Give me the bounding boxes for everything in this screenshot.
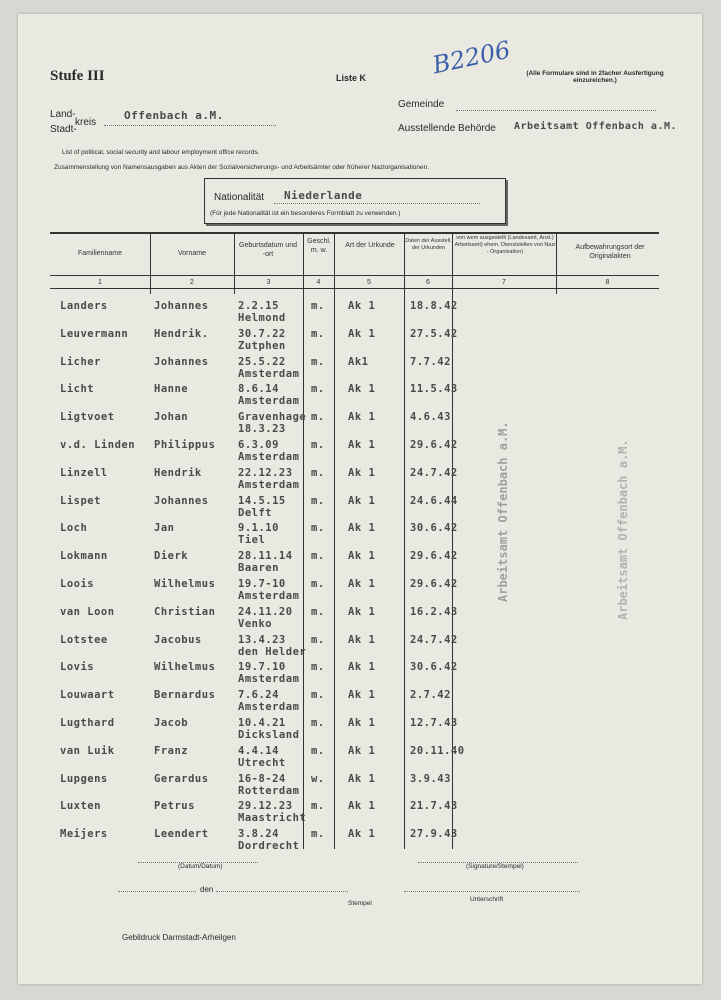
row-issue-date: 20.11.40 [410,744,465,757]
row-first-name: Wilhelmus [154,661,216,674]
row-birth-date: 25.5.22 [238,355,286,368]
row-document-type: Ak 1 [348,800,376,813]
row-issue-date: 21.7.43 [410,800,458,813]
document-page [18,14,702,984]
row-sex: m. [311,605,325,618]
signature-label: (Signature/Stempel) [466,863,524,870]
col-divider-5 [404,233,405,849]
row-birth-place: Amsterdam [238,673,300,686]
row-first-name: Johannes [154,355,209,368]
row-issue-date: 2.7.42 [410,689,451,702]
row-birth-place: 18.3.23 [238,423,286,436]
row-family-name: Lokmann [60,550,108,563]
row-birth-date: 16-8-24 [238,772,286,785]
kreis-label: kreis [75,117,97,128]
table-top-rule [50,232,659,234]
row-birth-place: Dordrecht [238,840,300,853]
col-header-art: Art der Urkunde [345,242,395,249]
row-sex: m. [311,578,325,590]
row-sex: m. [311,550,325,563]
row-birth-place: Amsterdam [238,701,300,714]
row-birth-place: Amsterdam [238,590,300,602]
row-sex: m. [311,744,325,757]
gemeinde-label: Gemeinde [398,99,445,110]
row-sex: m. [311,800,325,813]
row-first-name: Leendert [154,828,209,841]
row-birth-place: Amsterdam [238,451,300,463]
row-birth-date: 7.6.24 [238,689,279,702]
row-issue-date: 12.7.43 [410,717,458,729]
row-birth-place: Dicksland [238,729,300,741]
row-family-name: van Luik [60,744,115,757]
row-sex: m. [311,661,325,674]
row-document-type: Ak 1 [348,327,376,340]
kreis-value: Offenbach a.M. [124,109,224,122]
row-first-name: Johan [154,411,189,424]
row-birth-date: 9.1.10 [238,522,279,535]
row-family-name: Luxten [60,800,101,813]
behoerde-label: Ausstellende Behörde [398,123,496,134]
date-label: (Datum/Datum) [178,863,223,870]
row-sex: m. [311,300,325,312]
row-birth-place: Rotterdam [238,784,300,797]
row-document-type: Ak 1 [348,605,376,618]
row-birth-date: 28.11.14 [238,550,293,563]
place-line [118,891,196,892]
row-birth-place: Utrecht [238,756,286,769]
english-line: List of political, social security and labour employment office records. [62,149,260,156]
row-family-name: v.d. Linden [60,439,136,451]
den-label: den [200,885,214,894]
stufe-label: Stufe III [50,68,105,84]
row-sex: m. [311,466,325,479]
col-header-issuer: von wem ausgestellt (Landesamt, Anst.) Arbeitsamt) ehem. Dienststellen von Nazi - Organisation) [454,235,556,255]
row-issue-date: 24.7.42 [410,633,458,646]
row-document-type: Ak 1 [348,411,376,424]
row-sex: m. [311,383,325,396]
nationality-note: (Für jede Nationalität ist ein besonderes Formblatt zu verwenden.) [210,210,401,217]
col-num-4: 4 [316,279,321,286]
row-family-name: Linzell [60,466,108,479]
row-document-type: Ak 1 [348,633,376,646]
row-family-name: Louwaart [60,689,115,702]
col-header-dates: Daten der Ausstell. der Urkunden [405,238,452,251]
stempel-label: Stempel [348,900,372,907]
row-issue-date: 3.9.43 [410,772,451,785]
row-birth-date: 19.7-10 [238,578,286,590]
row-first-name: Petrus [154,800,195,813]
row-family-name: Licht [60,383,95,396]
col-header-family: Familienname [78,250,122,257]
row-first-name: Johannes [154,494,209,507]
row-issue-date: 24.6.44 [410,494,458,507]
row-first-name: Johannes [154,300,209,312]
row-document-type: Ak 1 [348,689,376,702]
row-first-name: Dierk [154,550,189,563]
row-issue-date: 11.5.43 [410,383,458,396]
row-document-type: Ak 1 [348,550,376,563]
row-family-name: Lotstee [60,633,108,646]
row-document-type: Ak 1 [348,522,376,535]
col-header-archive: Aufbewahrungsort der Originalakten [575,244,645,260]
row-family-name: Meijers [60,828,108,841]
row-document-type: Ak 1 [348,383,376,396]
kreis-line [104,125,276,126]
col-num-1: 1 [98,279,102,286]
row-first-name: Franz [154,744,189,757]
row-first-name: Christian [154,605,216,618]
row-issue-date: 18.8.42 [410,300,458,312]
printer-note: Gebildruck Darmstadt-Arheilgen [122,933,236,942]
row-sex: m. [311,327,325,340]
row-sex: w. [311,772,325,785]
row-family-name: Loois [60,578,95,590]
row-birth-date: 29.12.23 [238,800,293,813]
row-issue-date: 30.6.42 [410,661,458,674]
row-birth-place: Tiel [238,534,266,547]
row-birth-place: Venko [238,617,273,630]
formulare-note: (Alle Formulare sind in 2facher Ausfertigung einzureichen.) [526,70,664,85]
row-first-name: Hanne [154,383,189,396]
row-issue-date: 29.6.42 [410,578,458,590]
row-issue-date: 29.6.42 [410,439,458,451]
row-family-name: Loch [60,522,88,535]
row-first-name: Jacob [154,717,189,729]
row-birth-date: 8.6.14 [238,383,279,396]
handwritten-code: B2206 [430,35,513,80]
row-document-type: Ak 1 [348,661,376,674]
nationality-line [274,203,480,204]
unterschrift-line [404,891,580,892]
stamp-arbeitsamt-1: Arbeitsamt Offenbach a.M. [496,421,510,602]
row-birth-place: Amsterdam [238,478,300,491]
col-num-6: 6 [426,279,430,286]
row-family-name: Lovis [60,661,95,674]
row-document-type: Ak 1 [348,300,376,312]
table-number-rule [50,288,659,289]
row-first-name: Hendrik. [154,327,209,340]
col-header-sex: Geschl. m. w. [307,238,331,254]
row-first-name: Jacobus [154,633,202,646]
den-line [216,891,348,892]
col-header-first: Vorname [177,250,207,257]
row-birth-place: Maastricht [238,812,307,825]
row-family-name: Lispet [60,494,101,507]
row-document-type: Ak 1 [348,439,376,451]
row-birth-date: Gravenhage [238,411,307,424]
row-birth-place: Zutphen [238,339,286,352]
row-birth-place: Helmond [238,312,286,324]
row-first-name: Gerardus [154,772,209,785]
row-sex: m. [311,828,325,841]
row-document-type: Ak 1 [348,828,376,841]
row-sex: m. [311,411,325,424]
col-num-8: 8 [605,279,610,286]
row-birth-place: Amsterdam [238,395,300,408]
row-sex: m. [311,522,325,535]
row-document-type: Ak 1 [348,466,376,479]
row-sex: m. [311,717,325,729]
row-family-name: Landers [60,300,108,312]
row-birth-date: 24.11.20 [238,605,293,618]
row-sex: m. [311,689,325,702]
row-sex: m. [311,494,325,507]
row-issue-date: 27.9.43 [410,828,458,841]
row-family-name: Leuvermann [60,327,129,340]
row-document-type: Ak 1 [348,772,376,785]
row-sex: m. [311,439,325,451]
row-first-name: Jan [154,522,175,535]
row-family-name: Lugthard [60,717,115,729]
row-family-name: Licher [60,355,101,368]
row-birth-date: 2.2.15 [238,300,279,312]
row-birth-date: 13.4.23 [238,633,286,646]
nationality-label: Nationalität [214,192,265,203]
row-family-name: Lupgens [60,772,108,785]
gemeinde-line [456,110,656,111]
stadt-label: Stadt- [50,124,77,135]
row-document-type: Ak1 [348,355,369,368]
row-issue-date: 24.7.42 [410,466,458,479]
row-first-name: Bernardus [154,689,216,702]
row-sex: m. [311,355,325,368]
row-birth-date: 6.3.09 [238,439,279,451]
row-document-type: Ak 1 [348,494,376,507]
col-num-7: 7 [502,279,506,286]
row-family-name: Ligtvoet [60,411,115,424]
col-num-3: 3 [266,279,271,286]
row-birth-place: Delft [238,506,273,519]
behoerde-value: Arbeitsamt Offenbach a.M. [514,121,678,132]
row-birth-date: 22.12.23 [238,466,293,479]
unterschrift-label: Unterschrift [470,896,504,903]
nationality-value: Niederlande [284,189,363,202]
row-birth-place: Amsterdam [238,367,300,380]
row-issue-date: 4.6.43 [410,411,451,424]
land-label: Land- [50,109,76,120]
row-first-name: Wilhelmus [154,578,216,590]
row-issue-date: 16.2.43 [410,605,458,618]
row-family-name: van Loon [60,605,115,618]
stamp-arbeitsamt-2: Arbeitsamt Offenbach a.M. [616,439,630,620]
row-birth-date: 3.8.24 [238,828,279,841]
row-document-type: Ak 1 [348,578,376,590]
liste-label: Liste K [336,73,367,83]
row-birth-date: 30.7.22 [238,327,286,340]
col-num-2: 2 [190,279,194,286]
row-first-name: Philippus [154,439,216,451]
col-divider-4 [334,233,335,849]
row-first-name: Hendrik [154,466,202,479]
row-issue-date: 30.6.42 [410,522,458,535]
col-divider-3 [303,233,304,849]
row-sex: m. [311,633,325,646]
row-birth-date: 4.4.14 [238,744,279,757]
row-document-type: Ak 1 [348,744,376,757]
col-header-birth: Geburtsdatum und -ort [239,242,297,258]
row-birth-date: 10.4.21 [238,717,286,729]
row-issue-date: 27.5.42 [410,327,458,340]
row-birth-place: den Helder [238,645,307,658]
row-document-type: Ak 1 [348,717,376,729]
row-issue-date: 7.7.42 [410,355,451,368]
col-num-5: 5 [367,279,371,286]
table-header-rule [50,275,659,276]
german-line: Zusammenstellung von Namensausgaben aus Akten der Sozialversicherungs- und Arbeitsämter oder früherer Nazlorganisationen. [54,164,430,171]
row-birth-date: 14.5.15 [238,494,286,507]
row-birth-place: Baaren [238,562,279,575]
row-birth-date: 19.7.10 [238,661,286,674]
row-issue-date: 29.6.42 [410,550,458,563]
